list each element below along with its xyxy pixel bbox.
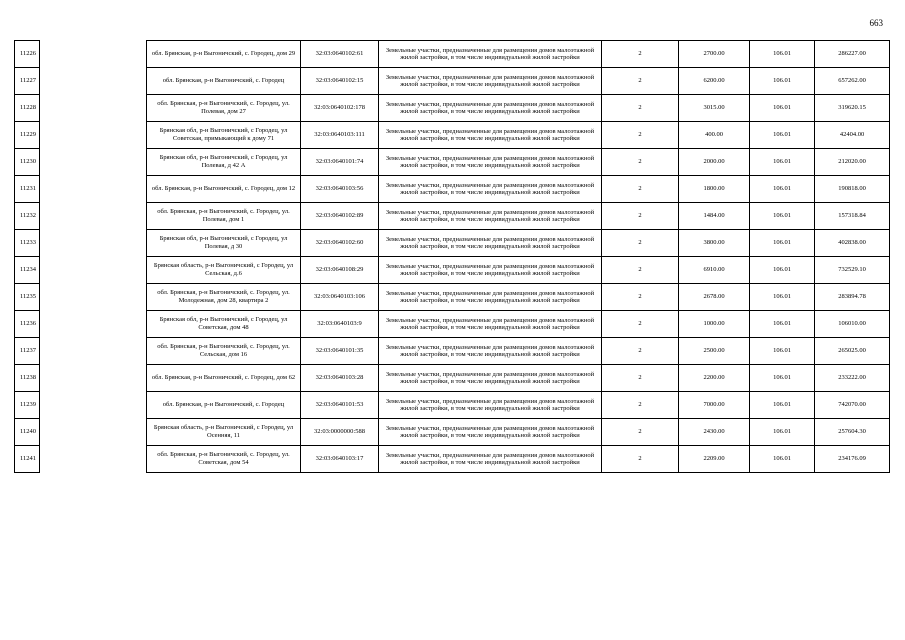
cell-cadastral-value: 157318.84 [815,203,890,230]
cell-land-use: Земельные участки, предназначенные для размещения домов малоэтажной жилой застройки, в том числе индивидуальной жилой застройки [379,68,602,95]
cell-spacer [40,176,147,203]
cell-specific-value: 106.01 [750,41,815,68]
cell-area: 6910.00 [679,257,750,284]
table-row [15,95,890,122]
cell-land-use: Земельные участки, предназначенные для размещения домов малоэтажной жилой застройки, в том числе индивидуальной жилой застройки [379,365,602,392]
cell-address: Брянская область, р-н Выгоничский, с Городец, ул Сельская, д.6 [147,257,301,284]
cell-record-id: 11239 [15,392,40,419]
table-row [15,230,890,257]
cell-record-id: 11241 [15,446,40,473]
cell-cadastral-number: 32:03:0640102:178 [301,95,379,122]
cell-record-id: 11240 [15,419,40,446]
cell-address: обл. Брянская, р-н Выгоничский, с. Городец [147,68,301,95]
cell-spacer [40,122,147,149]
cell-cadastral-value: 732529.10 [815,257,890,284]
cell-specific-value: 106.01 [750,338,815,365]
table-row [15,392,890,419]
cell-cadastral-number: 32:03:0640103:106 [301,284,379,311]
cell-area: 7000.00 [679,392,750,419]
cell-group: 2 [602,365,679,392]
cell-cadastral-value: 257604.30 [815,419,890,446]
cell-group: 2 [602,284,679,311]
cell-area: 2000.00 [679,149,750,176]
cell-address: Брянская область, р-н Выгоничский, с Городец, ул Осенняя, 11 [147,419,301,446]
cell-land-use: Земельные участки, предназначенные для размещения домов малоэтажной жилой застройки, в том числе индивидуальной жилой застройки [379,176,602,203]
cell-record-id: 11230 [15,149,40,176]
cell-cadastral-value: 212020.00 [815,149,890,176]
cell-cadastral-number: 32:03:0640102:60 [301,230,379,257]
cell-record-id: 11238 [15,365,40,392]
cell-address: обл. Брянская, р-н Выгоничский, с. Городец, дом 62 [147,365,301,392]
cell-land-use: Земельные участки, предназначенные для размещения домов малоэтажной жилой застройки, в том числе индивидуальной жилой застройки [379,311,602,338]
cell-cadastral-value: 319620.15 [815,95,890,122]
cell-land-use: Земельные участки, предназначенные для размещения домов малоэтажной жилой застройки, в том числе индивидуальной жилой застройки [379,257,602,284]
cell-area: 6200.00 [679,68,750,95]
cell-address: Брянская обл, р-н Выгоничский, с Городец, ул Советская, дом 48 [147,311,301,338]
cell-address: обл. Брянская, р-н Выгоничский, с. Городец, ул. Сельская, дом 16 [147,338,301,365]
cell-spacer [40,311,147,338]
cell-address: обл. Брянская, р-н Выгоничский, с. Городец, ул. Полевая, дом 27 [147,95,301,122]
table-row [15,176,890,203]
cell-cadastral-value: 42404.00 [815,122,890,149]
cell-address: обл. Брянская, р-н Выгоничский, с. Городец, дом 29 [147,41,301,68]
table-row [15,338,890,365]
cell-record-id: 11228 [15,95,40,122]
cell-cadastral-value: 402838.00 [815,230,890,257]
cell-group: 2 [602,176,679,203]
cell-cadastral-number: 32:03:0640101:74 [301,149,379,176]
cell-spacer [40,257,147,284]
cell-group: 2 [602,230,679,257]
page-number: 663 [869,18,883,28]
cell-group: 2 [602,446,679,473]
cell-area: 2209.00 [679,446,750,473]
cell-land-use: Земельные участки, предназначенные для размещения домов малоэтажной жилой застройки, в том числе индивидуальной жилой застройки [379,392,602,419]
cell-specific-value: 106.01 [750,311,815,338]
table-row [15,365,890,392]
cell-cadastral-number: 32:03:0640108:29 [301,257,379,284]
table-row [15,68,890,95]
cell-address: Брянская обл, р-н Выгоничский, с Городец, ул Советская, примыкающий к дому 71 [147,122,301,149]
table-body [15,41,890,473]
cell-cadastral-value: 283894.78 [815,284,890,311]
table-row [15,446,890,473]
cell-specific-value: 106.01 [750,365,815,392]
cell-area: 3015.00 [679,95,750,122]
cell-record-id: 11234 [15,257,40,284]
table-row [15,122,890,149]
cell-cadastral-value: 106010.00 [815,311,890,338]
cell-area: 3800.00 [679,230,750,257]
cell-cadastral-value: 742070.00 [815,392,890,419]
cell-spacer [40,284,147,311]
cell-specific-value: 106.01 [750,392,815,419]
cell-group: 2 [602,122,679,149]
table-row [15,149,890,176]
cell-area: 2678.00 [679,284,750,311]
table-row [15,419,890,446]
cell-spacer [40,365,147,392]
cell-record-id: 11226 [15,41,40,68]
cell-land-use: Земельные участки, предназначенные для размещения домов малоэтажной жилой застройки, в том числе индивидуальной жилой застройки [379,203,602,230]
cell-record-id: 11229 [15,122,40,149]
cell-area: 2200.00 [679,365,750,392]
cell-land-use: Земельные участки, предназначенные для размещения домов малоэтажной жилой застройки, в том числе индивидуальной жилой застройки [379,122,602,149]
cell-address: обл. Брянская, р-н Выгоничский, с. Городец [147,392,301,419]
cell-area: 400.00 [679,122,750,149]
cell-area: 2500.00 [679,338,750,365]
cell-address: обл. Брянская, р-н Выгоничский, с. Городец, ул. Советская, дом 54 [147,446,301,473]
table-row [15,257,890,284]
cell-cadastral-number: 32:03:0640103:9 [301,311,379,338]
cell-spacer [40,68,147,95]
cell-land-use: Земельные участки, предназначенные для размещения домов малоэтажной жилой застройки, в том числе индивидуальной жилой застройки [379,284,602,311]
cell-spacer [40,203,147,230]
cell-cadastral-value: 190818.00 [815,176,890,203]
cell-specific-value: 106.01 [750,149,815,176]
table-row [15,41,890,68]
cell-specific-value: 106.01 [750,176,815,203]
cell-address: обл. Брянская, р-н Выгоничский, с. Городец, ул. Полевая, дом 1 [147,203,301,230]
cell-land-use: Земельные участки, предназначенные для размещения домов малоэтажной жилой застройки, в том числе индивидуальной жилой застройки [379,338,602,365]
cell-area: 1800.00 [679,176,750,203]
cell-spacer [40,446,147,473]
cell-record-id: 11232 [15,203,40,230]
table-row [15,203,890,230]
cell-land-use: Земельные участки, предназначенные для размещения домов малоэтажной жилой застройки, в том числе индивидуальной жилой застройки [379,446,602,473]
cell-cadastral-number: 32:03:0640103:17 [301,446,379,473]
cell-group: 2 [602,41,679,68]
cell-area: 1000.00 [679,311,750,338]
table-row [15,311,890,338]
cell-group: 2 [602,203,679,230]
cell-cadastral-number: 32:03:0640103:56 [301,176,379,203]
cell-cadastral-value: 286227.00 [815,41,890,68]
cell-area: 2700.00 [679,41,750,68]
cell-spacer [40,95,147,122]
cell-cadastral-number: 32:03:0640103:111 [301,122,379,149]
cell-area: 2430.00 [679,419,750,446]
cell-address: Брянская обл, р-н Выгоничский, с Городец, ул Полевая, д 42 А [147,149,301,176]
cell-group: 2 [602,68,679,95]
cell-address: обл. Брянская, р-н Выгоничский, с. Городец, ул. Молодежная, дом 28, квартира 2 [147,284,301,311]
table-row [15,284,890,311]
cell-spacer [40,149,147,176]
cell-group: 2 [602,419,679,446]
cell-group: 2 [602,257,679,284]
cell-spacer [40,338,147,365]
cell-record-id: 11237 [15,338,40,365]
cell-record-id: 11231 [15,176,40,203]
cell-address: обл. Брянская, р-н Выгоничский, с. Городец, дом 12 [147,176,301,203]
cell-cadastral-number: 32:03:0640103:28 [301,365,379,392]
cell-area: 1484.00 [679,203,750,230]
cell-specific-value: 106.01 [750,257,815,284]
cell-cadastral-value: 265025.00 [815,338,890,365]
cell-cadastral-number: 32:03:0640101:53 [301,392,379,419]
cell-land-use: Земельные участки, предназначенные для размещения домов малоэтажной жилой застройки, в том числе индивидуальной жилой застройки [379,149,602,176]
cell-cadastral-number: 32:03:0640102:61 [301,41,379,68]
cell-group: 2 [602,311,679,338]
cell-specific-value: 106.01 [750,419,815,446]
cell-specific-value: 106.01 [750,203,815,230]
cell-spacer [40,230,147,257]
cell-record-id: 11227 [15,68,40,95]
cell-specific-value: 106.01 [750,284,815,311]
cell-spacer [40,419,147,446]
cell-cadastral-value: 657262.00 [815,68,890,95]
cell-specific-value: 106.01 [750,446,815,473]
cell-specific-value: 106.01 [750,95,815,122]
cell-cadastral-value: 234176.09 [815,446,890,473]
cell-record-id: 11233 [15,230,40,257]
cell-group: 2 [602,149,679,176]
cell-cadastral-number: 32:03:0640102:89 [301,203,379,230]
cell-record-id: 11236 [15,311,40,338]
cell-group: 2 [602,392,679,419]
cell-land-use: Земельные участки, предназначенные для размещения домов малоэтажной жилой застройки, в том числе индивидуальной жилой застройки [379,419,602,446]
cell-spacer [40,392,147,419]
cadastral-value-table [14,40,890,473]
cell-cadastral-value: 233222.00 [815,365,890,392]
cell-group: 2 [602,95,679,122]
cell-group: 2 [602,338,679,365]
cell-cadastral-number: 32:03:0640101:35 [301,338,379,365]
cell-specific-value: 106.01 [750,122,815,149]
cell-specific-value: 106.01 [750,68,815,95]
cell-specific-value: 106.01 [750,230,815,257]
cell-land-use: Земельные участки, предназначенные для размещения домов малоэтажной жилой застройки, в том числе индивидуальной жилой застройки [379,95,602,122]
cell-spacer [40,41,147,68]
cell-land-use: Земельные участки, предназначенные для размещения домов малоэтажной жилой застройки, в том числе индивидуальной жилой застройки [379,41,602,68]
cell-record-id: 11235 [15,284,40,311]
cell-cadastral-number: 32:03:0000000:588 [301,419,379,446]
cell-cadastral-number: 32:03:0640102:15 [301,68,379,95]
cell-land-use: Земельные участки, предназначенные для размещения домов малоэтажной жилой застройки, в том числе индивидуальной жилой застройки [379,230,602,257]
cell-address: Брянская обл, р-н Выгоничский, с Городец, ул Полевая, д 30 [147,230,301,257]
